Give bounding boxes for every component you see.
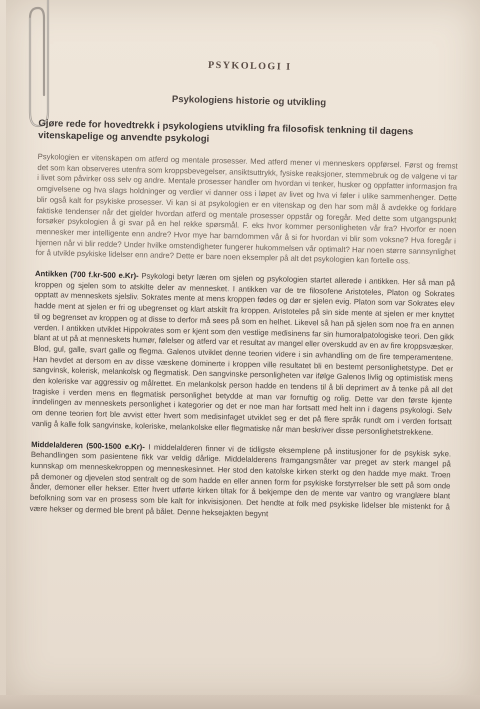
middelalderen-lead: Middelalderen (500-1500 e.Kr)- <box>31 439 145 452</box>
middelalderen-paragraph <box>30 439 452 523</box>
running-head: PSYKOLOGI I <box>207 59 292 73</box>
middelalderen-text: I middelalderen finner vi de tidligste eksemplene på institusjoner for de psykisk syke. Behandlingen som pasientene fikk var veldig dårlige. Middelalderens framgangsmåter var preget av sterk mangel på kunnskap om menneskekroppen og menneskesinnet. Her stod den katolske kirken sterkt og den hadde mye makt. Troen på demoner og djevelen stod sentralt og de som hadde en eller annen form for psykiske forstyrrelser ble sett på som onde ånder, demoner eller hekser. Etter hvert utførte kirken tiltak for å bekjempe den de mente var vantro og vranglære blant befolkning som var en prosess som ble kalt for inkvisisjonen. Det hendte at folk med psykiske lidelser ble mistenkt for å være hekser og dermed ble brent på bålet. Denne heksejakten begynt <box>29 442 452 519</box>
document-title: Psykologiens historie og utvikling <box>171 94 327 109</box>
assignment-heading: Gjøre rede for hovedtrekk i psykologiens utvikling fra filosofisk tenkning til dagens vitenskapelige og anvendte psykologi <box>38 117 414 145</box>
paper-sheet <box>6 0 480 700</box>
table-surface <box>0 695 480 709</box>
document-content <box>29 56 460 534</box>
antikken-lead: Antikken (700 f.kr-500 e.Kr)- <box>34 268 139 281</box>
intro-paragraph: Psykologien er vitenskapen om atferd og mentale prosesser. Med atferd mener vi menneskers oppførsel. Først og fremst det som kan observeres utenfra som kroppsbevegelser, ansiktsuttrykk, fysiske reaksjoner, stemmebruk og de valgene vi tar i livet som påvirker oss selv og andre. Mentale prosesser handler om hvordan vi tenker, husker og oppfatter informasjon fra omgivelsene og hva slags holdninger og verdier vi danner oss i løpet av livet og hva vi føler i ulike sammenhenger. Dette blir også kalt for psykiske prosesser. Vi kan si at psykologien er en vitenskap og den har som mål å avdekke og forklare faktiske tendenser når det gjelder hvordan atferd og mentale prosesser oppstår og foregår. Med dette som utgangspunkt forsøker psykologien å gi svar på en hel rekke spørsmål. F. eks hvor kommer personligheten vår fra? Hvorfor er noen mennesker mer intelligente enn andre? Hvor mye har barndommen vår å si for hvordan vi blir som voksne? Hva foregår i hjernen når vi blir redde? Under hvilke omstendigheter fungerer hukommelsen vår optimalt? Har noen større sannsynlighet for å utvikle psykiske lidelser enn andre? Dette er bare noen eksempler på alt det psykologien kan fortelle oss. <box>35 151 458 266</box>
antikken-text: Psykologi betyr læren om sjelen og psykologien startet allerede i antikken. Her så man på kroppen og sjelen som to atskilte deler av mennesket. I antikken var de tre filosofene Aristoteles, Platon og Sokrates opptatt av menneskets sjelsliv. Sokrates mente at mens kroppen fødes og dør er sjelen evig. Platon som var Sokrates elev hadde ment at sjelen er fri og ubegrenset og klart atskilt fra kroppen. Aristoteles på sin side mente at sjelen er mer knyttet til og begrenset av kroppen og at disse to derfor må sees på som en helhet. Likevel så han på sjelen som noe fra en annen verden. I antikken utviklet Hippokrates som er kjent som den vestlige medisinens far sin humoralpatologiske teori. Den gikk blant at ut på at menneskets humør, følelser og atferd var et resultat av mangel eller overskudd av en av fire kroppsvæsker. Blod, gul, galle, svart galle og flegma. Galenos utviklet denne teorien videre i sin avhandling om de fire temperamentene. Han hevdet at dersom en av disse væskene dominerte i kroppen ville resultatet bli en bestemt personlighetstype. Det er sangvinsk, kolerisk, melankolsk og flegmatisk. Den sangvinske personligheten var ifølge Galenos livlig og optimistisk mens den koleriske var aggressiv og målrettet. En melankolsk person hadde en tendens til å bli deprimert av å tenke på all det tragiske i verden mens en flegmatisk personlighet betydde at man var fornuftig og rolig. Dette var den første kjente inndelingen av menneskets personlighet i kategorier og det er noe man har fortsatt med helt inn i dagens psykologi. Selv om denne teorien fort ble avvist etter hvert som medisinfaget utviklet seg er det på flere språk rundt om i verden fortsatt vanlig å kalle folk sangvinske, koleriske, melankolske eller flegmatiske når man beskriver disse personlighetstrekkene. <box>31 271 456 437</box>
antikken-paragraph <box>32 269 456 439</box>
